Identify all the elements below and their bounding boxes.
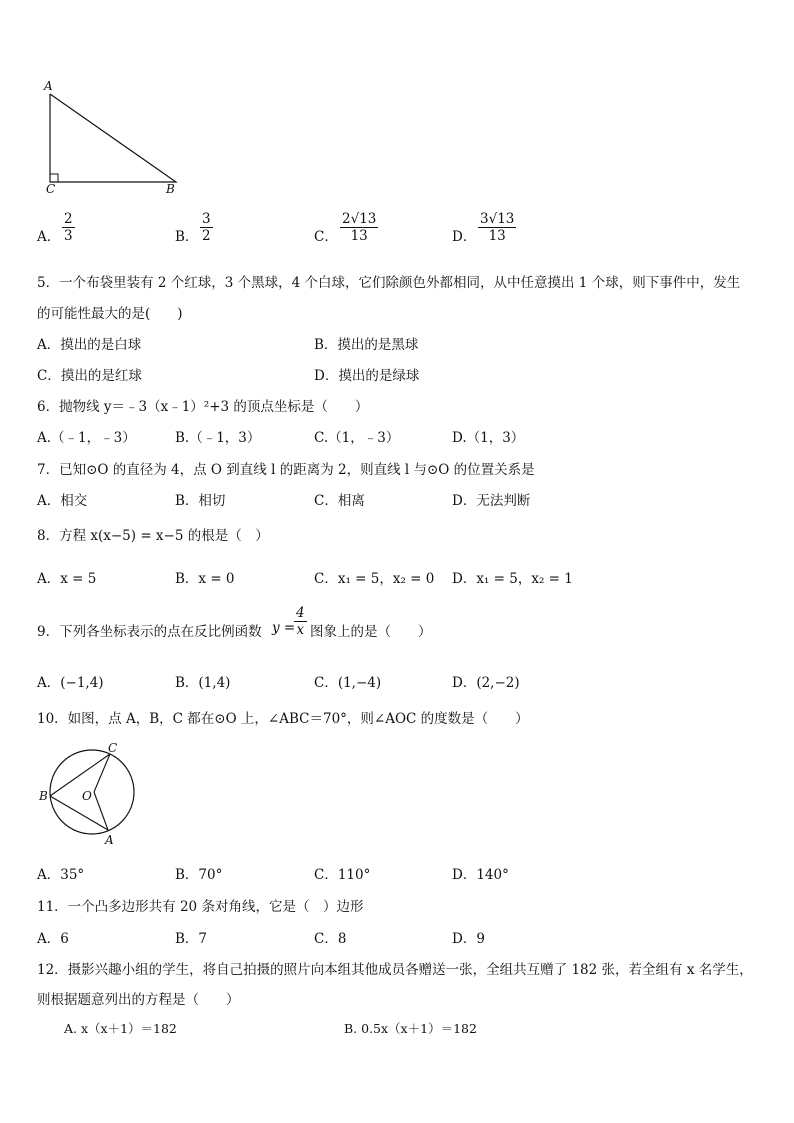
q4-option-a-den: 3 xyxy=(64,228,73,244)
q4-option-a-letter: A． xyxy=(37,229,61,245)
q4-option-b-num: 3 xyxy=(202,211,211,227)
q6-option-d[interactable]: D.（1，3） xyxy=(452,430,525,446)
q5-option-b[interactable]: B．摸出的是黑球 xyxy=(314,337,419,353)
circle-label-o: O xyxy=(82,789,92,803)
q7-option-c[interactable]: C．相离 xyxy=(314,493,365,509)
q8-option-c[interactable]: C．x₁ = 5，x₂ = 0 xyxy=(314,571,435,587)
q11-option-d[interactable]: D．9 xyxy=(452,931,485,947)
q4-option-d-letter: D． xyxy=(452,229,477,245)
q10-option-c[interactable]: C．110° xyxy=(314,867,371,883)
q9-fraction-den: x xyxy=(296,622,305,638)
vertex-a-label: A xyxy=(44,79,53,93)
q4-option-c-num: 2√13 xyxy=(342,211,377,227)
circle-label-a: A xyxy=(105,833,114,847)
q9-function-fraction xyxy=(294,606,307,638)
q8-stem: 8．方程 x(x−5) = x−5 的根是（ ） xyxy=(37,528,269,544)
q5-option-c[interactable]: C．摸出的是红球 xyxy=(37,368,142,384)
q9-fraction-num: 4 xyxy=(296,605,305,621)
q11-option-b[interactable]: B．7 xyxy=(175,931,208,947)
q10-option-d[interactable]: D．140° xyxy=(452,867,509,883)
q4-option-b-fraction xyxy=(200,212,213,244)
q6-option-a[interactable]: A.（﹣1，﹣3） xyxy=(37,430,136,446)
q12-option-b[interactable]: B. 0.5x（x＋1）＝182 xyxy=(344,1021,477,1036)
q12-option-a[interactable]: A. x（x＋1）＝182 xyxy=(64,1021,177,1036)
q11-option-c[interactable]: C．8 xyxy=(314,931,347,947)
vertex-b-label: B xyxy=(166,182,175,196)
q4-option-d-den: 13 xyxy=(488,228,506,244)
q4-option-b-letter: B． xyxy=(175,229,199,245)
q5-option-a[interactable]: A．摸出的是白球 xyxy=(37,337,142,353)
q8-option-a[interactable]: A．x = 5 xyxy=(37,571,97,587)
q5-stem-line2: 的可能性最大的是( ) xyxy=(37,306,183,322)
q7-stem: 7．已知⊙O 的直径为 4，点 O 到直线 l 的距离为 2，则直线 l 与⊙O 的位置关系是 xyxy=(37,462,535,478)
q9-option-a[interactable]: A．(−1,4) xyxy=(37,675,104,691)
q7-option-d[interactable]: D．无法判断 xyxy=(452,493,531,509)
circle-figure xyxy=(36,740,146,848)
right-triangle-figure xyxy=(38,78,188,196)
q10-stem: 10．如图，点 A，B，C 都在⊙O 上，∠ABC＝70°，则∠AOC 的度数是（ ） xyxy=(37,711,529,727)
vertex-c-label: C xyxy=(46,182,56,196)
q8-option-d[interactable]: D．x₁ = 5，x₂ = 1 xyxy=(452,571,573,587)
q7-option-a[interactable]: A．相交 xyxy=(37,493,88,509)
q6-stem: 6．抛物线 y＝﹣3（x﹣1）²+3 的顶点坐标是（ ） xyxy=(37,399,369,415)
q10-option-a[interactable]: A．35° xyxy=(37,867,85,883)
q4-option-b-den: 2 xyxy=(202,228,211,244)
q9-option-d[interactable]: D．(2,−2) xyxy=(452,675,520,691)
q6-option-b[interactable]: B.（﹣1，3） xyxy=(175,430,261,446)
q5-option-d[interactable]: D．摸出的是绿球 xyxy=(314,368,420,384)
q4-option-d-num: 3√13 xyxy=(480,211,515,227)
q9-option-c[interactable]: C．(1,−4) xyxy=(314,675,382,691)
q8-option-b[interactable]: B．x = 0 xyxy=(175,571,235,587)
q4-option-c-fraction xyxy=(340,212,378,244)
q4-option-c-letter: C． xyxy=(314,229,338,245)
q9-stem-part2: 图象上的是（ ） xyxy=(310,624,432,640)
q4-option-a-num: 2 xyxy=(64,211,73,227)
q11-stem: 11．一个凸多边形共有 20 条对角线，它是（ ）边形 xyxy=(37,899,364,915)
q11-option-a[interactable]: A．6 xyxy=(37,931,69,947)
circle-label-b: B xyxy=(39,789,48,803)
q9-stem-part1: 9．下列各坐标表示的点在反比例函数 xyxy=(37,624,262,640)
q4-option-d-fraction xyxy=(478,212,516,244)
q5-stem-line1: 5．一个布袋里装有 2 个红球，3 个黑球，4 个白球，它们除颜色外都相同，从中任意摸出 1 个球，则下事件中，发生 xyxy=(37,275,741,291)
q7-option-b[interactable]: B．相切 xyxy=(175,493,226,509)
q4-option-c-den: 13 xyxy=(350,228,368,244)
q9-option-b[interactable]: B．(1,4) xyxy=(175,675,231,691)
q10-option-b[interactable]: B．70° xyxy=(175,867,223,883)
q9-function-y: y = xyxy=(272,620,296,636)
q12-stem-line2: 则根据题意列出的方程是（ ） xyxy=(37,992,240,1008)
circle-label-c: C xyxy=(108,741,118,755)
q4-option-a-fraction xyxy=(62,212,75,244)
q12-stem-line1: 12．摄影兴趣小组的学生，将自己拍摄的照片向本组其他成员各赠送一张，全组共互赠了 182 张，若全组有 x 名学生， xyxy=(37,962,753,978)
q6-option-c[interactable]: C.（1，﹣3） xyxy=(314,430,400,446)
